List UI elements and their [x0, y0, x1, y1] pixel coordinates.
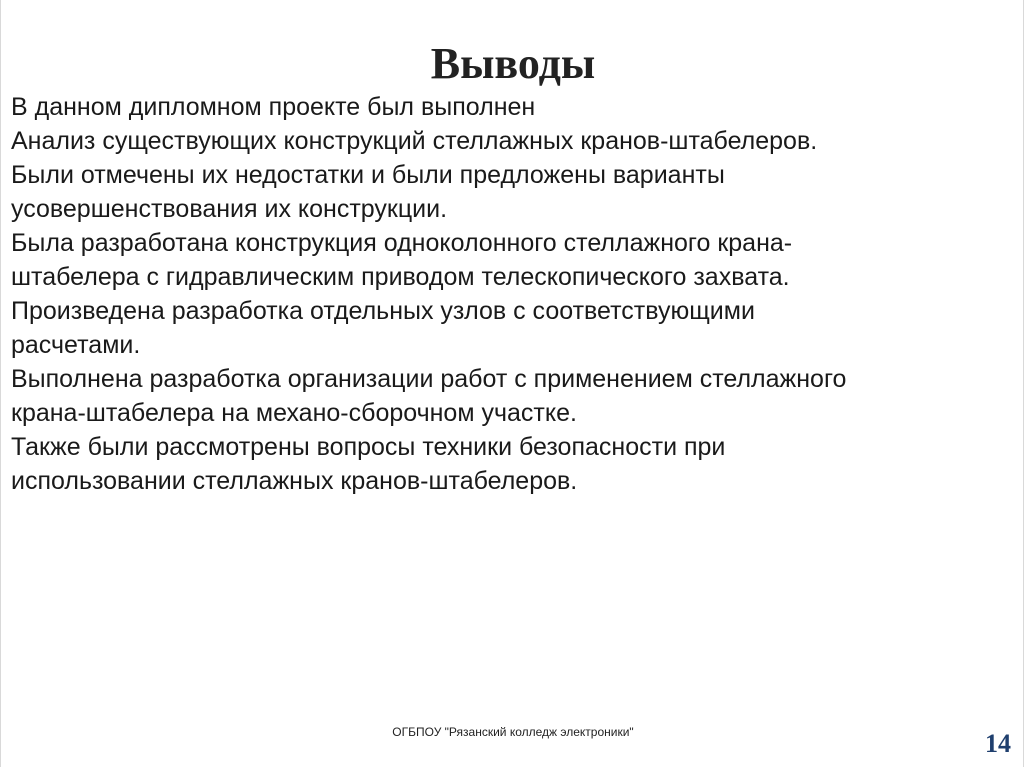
body-line: усовершенствования их конструкции. [11, 195, 448, 223]
body-line: Произведена разработка отдельных узлов с соответствующими [11, 297, 755, 325]
body-line: В данном дипломном проекте был выполнен [11, 93, 536, 121]
body-line: крана-штабелера на механо-сборочном участке. [11, 399, 577, 427]
slide-footer: ОГБПОУ "Рязанский колледж электроники" [392, 725, 634, 739]
body-line: штабелера с гидравлическим приводом телескопического захвата. [11, 263, 790, 291]
body-line: Была разработана конструкция одноколонного стеллажного крана- [11, 229, 793, 257]
body-line: использовании стеллажных кранов-штабелеров. [11, 467, 578, 495]
slide-body-text [11, 90, 1001, 498]
body-line: расчетами. [11, 331, 141, 359]
body-line: Также были рассмотрены вопросы техники безопасности при [11, 433, 726, 461]
body-line: Были отмечены их недостатки и были предложены варианты [11, 161, 725, 189]
body-line: Выполнена разработка организации работ с применением стеллажного [11, 365, 847, 393]
slide-title: Выводы [430, 39, 596, 88]
body-line: Анализ существующих конструкций стеллажных кранов-штабелеров. [11, 127, 818, 155]
page-number: 14 [985, 729, 1011, 758]
